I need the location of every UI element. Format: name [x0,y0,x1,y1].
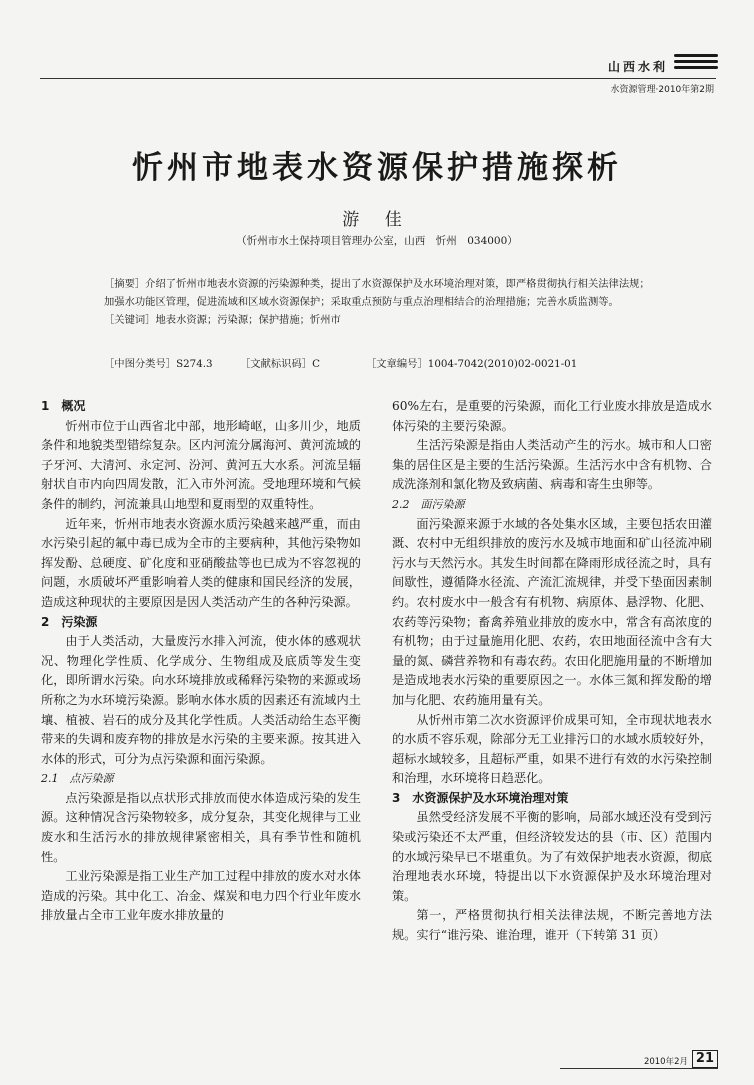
abstract-block [104,275,656,329]
paragraph: 工业污染源是指工业生产加工过程中排放的废水对水体造成的污染。其中化工、冶金、煤炭和电力四个行业年废水排放量占全市工业年废水排放量的 [41,869,361,923]
journal-name: 山西水利 [607,60,668,74]
section-heading: 1 概况 [41,399,86,413]
abstract-text: ［摘要］介绍了忻州市地表水资源的污染源种类，提出了水资源保护及水环境治理对策，即严格贯彻执行相关法律法规；加强水功能区管理，促进流域和区域水资源保护；采取重点预防与重点治理相结合的治理措施；完善水质监测等。 [104,278,650,308]
footer-date: 2010年2月 [643,1057,688,1067]
issue-info: 水资源管理·2010年第2期 [610,85,714,95]
article-title: 忻州市地表水资源保护措施探析 [132,150,622,186]
article-author: 游 佳 [342,210,412,230]
paragraph: 从忻州市第二次水资源评价成果可知，全市现状地表水的水质不容乐观，除部分无工业排污口的水域水质较好外，超标水域较多，且超标严重，如果不进行有效的水污染控制和治理，水环境将日趋恶化。 [392,712,712,786]
document-code: ［文献标识码］C [240,358,320,370]
paragraph: 由于人类活动，大量废污水排入河流，使水体的感观状况、物理化学性质、化学成分、生物组成及底质等发生变化，即所谓水污染。向水环境排放或稀释污染物的来源或场所称之为水环境污染源。影响水体水质的因素还有流域内土壤、植被、岩石的成分及其化学性质。人类活动给生态平衡带来的失调和废弃物的排放是水污染的主要来源。按其进入水体的形式，可分为点污染源和面污染源。 [41,634,361,766]
paragraph: 面污染源来源于水域的各处集水区域，主要包括农田灌溉、农村中无组织排放的废污水及城市地面和矿山径流冲刷污水与天然污水。其发生时间都在降雨形成径流之时，具有间歇性，遵循降水径流、产流汇流规律，并受下垫面因素制约。农村废水中一般含有有机物、病原体、悬浮物、化肥、农药等污染物；畜禽养殖业排放的废水中，常含有高浓度的有机物；由于过量施用化肥、农药，农田地面径流中含有大量的氮、磷营养物和有毒农药。农田化肥施用量的不断增加是造成地表水污染的重要原因之一。水体三氮和挥发酚的增加与化肥、农药施用量有关。 [392,516,712,707]
right-column [392,397,712,946]
section-heading: 3 水资源保护及水环境治理对策 [392,790,569,805]
paragraph: 近年来，忻州市地表水资源水质污染越来越严重，而由水污染引起的氟中毒已成为全市的主要病种，其他污染物如挥发酚、总硬度、矿化度和亚硝酸盐等也已成为不容忽视的问题，水质破坏严重影响着人类的健康和国民经济的发展，造成这种现状的主要原因是因人类活动产生的各种污染源。 [41,516,361,609]
subsection-heading: 2.1 点污染源 [41,772,114,786]
journal-logo-icon [674,54,718,76]
keywords: ［关键词］地表水资源；污染源；保护措施；忻州市 [104,314,341,326]
clc-number: ［中图分类号］S274.3 [104,358,213,370]
header-rule [40,78,716,79]
paragraph: 60%左右，是重要的污染源，而化工行业废水排放是造成水体污染的主要污染源。 [392,399,712,433]
paragraph: 生活污染源是指由人类活动产生的污水。城市和人口密集的居住区是主要的生活污染源。生活污水中含有机物、合成洗涤剂和氯化物及致病菌、病毒和寄生虫卵等。 [392,438,712,492]
paragraph: 点污染源是指以点状形式排放而使水体造成污染的发生源。这种情况含污染物较多，成分复杂，其变化规律与工业废水和生活污水的排放规律紧密相关，具有季节性和随机性。 [41,790,361,864]
section-heading: 2 污染源 [41,614,98,629]
subsection-heading: 2.2 面污染源 [392,497,465,511]
page-number: 21 [692,1050,718,1068]
paragraph: 第一，严格贯彻执行相关法律法规，不断完善地方法规。实行“谁污染、谁治理，谁开（下转第 31 页） [392,908,712,943]
footer-rule [560,1068,718,1069]
left-column [41,397,361,926]
paragraph: 忻州市位于山西省北中部，地形崎岖，山多川少，地质条件和地貌类型错综复杂。区内河流分属海河、黄河流域的子牙河、大清河、永定河、汾河、黄河五大水系。河流呈辐射状自市内向四周发散，汇入市外河流。受地理环境和气候条件的制约，河流兼具山地型和夏雨型的双重特性。 [41,418,361,511]
paragraph: 虽然受经济发展不平衡的影响，局部水域还没有受到污染或污染还不太严重，但经济较发达的县（市、区）范围内的水域污染早已不堪重负。为了有效保护地表水资源，彻底治理地表水环境，特提出以下水资源保护及水环境治理对策。 [392,810,712,903]
article-number: ［文章编号］1004-7042(2010)02-0021-01 [366,358,578,370]
author-affiliation: （忻州市水土保持项目管理办公室，山西 忻州 034000） [236,235,518,247]
